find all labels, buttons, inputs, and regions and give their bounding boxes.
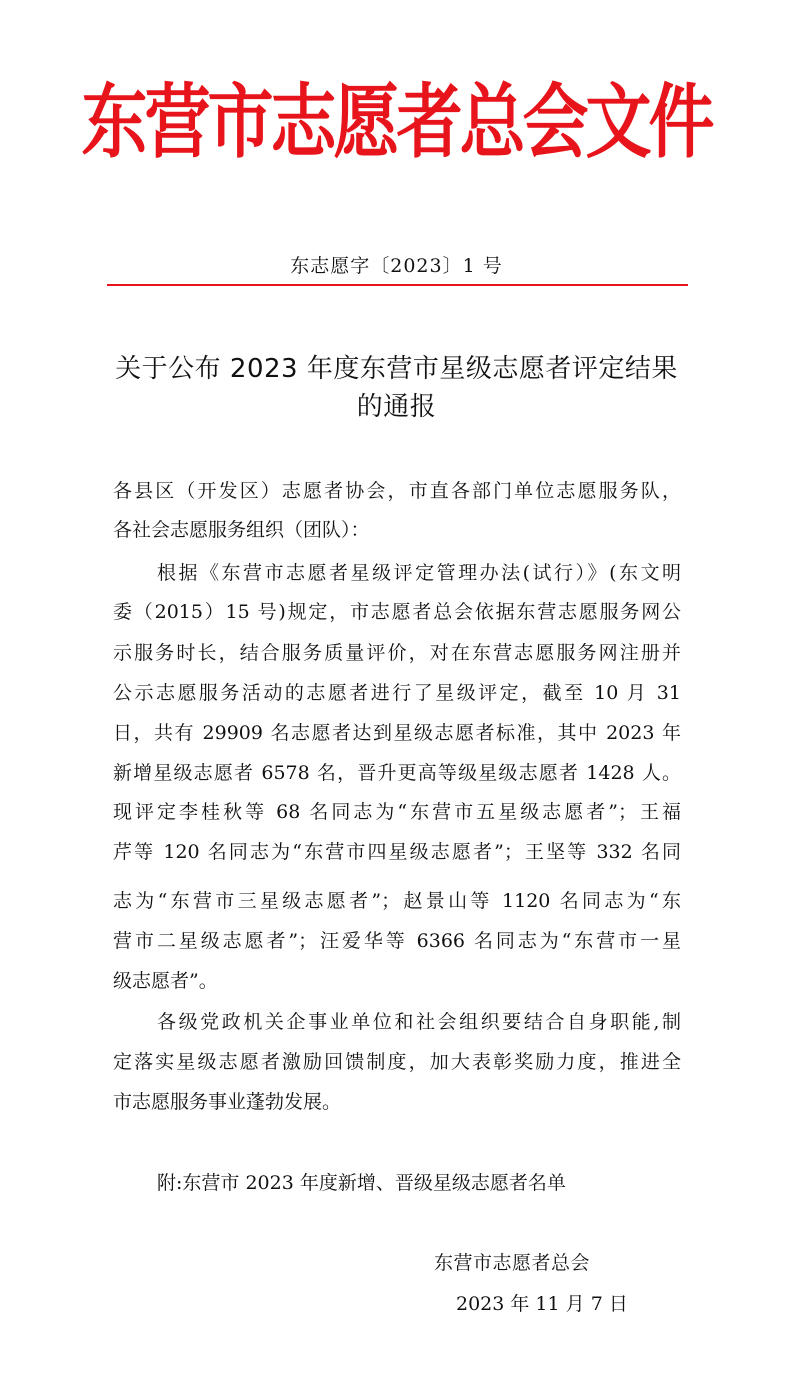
body-line: 各级党政机关企事业单位和社会组织要结合自身职能,制 bbox=[157, 1011, 681, 1033]
body-line: 现评定李桂秋等 68 名同志为“东营市五星级志愿者”；王福 bbox=[113, 801, 681, 823]
body-line: 营市二星级志愿者”；汪爱华等 6366 名同志为“东营市一星 bbox=[113, 930, 681, 952]
body-line: 市志愿服务事业蓬勃发展。 bbox=[113, 1091, 342, 1113]
body-line: 根据《东营市志愿者星级评定管理办法(试行）》(东文明 bbox=[157, 562, 681, 584]
body-line: 委（2015）15 号)规定，市志愿者总会依据东营志愿服务网公 bbox=[113, 601, 681, 623]
signature-organization: 东营市志愿者总会 bbox=[434, 1252, 591, 1274]
body-line: 新增星级志愿者 6578 名，晋升更高等级星级志愿者 1428 人。 bbox=[113, 762, 681, 784]
document-title: 关于公布 2023 年度东营市星级志愿者评定结果的通报 bbox=[115, 354, 678, 422]
body-line: 级志愿者”。 bbox=[113, 970, 218, 992]
document-number: 东志愿字〔2023〕1 号 bbox=[290, 255, 503, 277]
body-line: 各县区（开发区）志愿者协会，市直各部门单位志愿服务队， bbox=[113, 480, 681, 502]
body-line: 公示志愿服务活动的志愿者进行了星级评定，截至 10 月 31 bbox=[113, 682, 681, 704]
body-line: 示服务时长，结合服务质量评价，对在东营志愿服务网注册并 bbox=[113, 642, 681, 664]
masthead: 东营市志愿者总会文件 bbox=[81, 75, 712, 170]
body-line: 定落实星级志愿者激励回馈制度，加大表彰奖励力度，推进全 bbox=[113, 1051, 681, 1073]
body-line: 日，共有 29909 名志愿者达到星级志愿者标准，其中 2023 年 bbox=[113, 722, 681, 744]
attachment-note: 附:东营市 2023 年度新增、晋级星级志愿者名单 bbox=[157, 1172, 566, 1194]
body-line: 芹等 120 名同志为“东营市四星级志愿者”；王坚等 332 名同 bbox=[113, 841, 681, 863]
body-line: 志为“东营市三星级志愿者”；赵景山等 1120 名同志为“东 bbox=[113, 890, 681, 912]
signature-date: 2023 年 11 月 7 日 bbox=[456, 1293, 628, 1315]
body-line: 各社会志愿服务组织（团队）： bbox=[113, 519, 370, 541]
red-divider bbox=[107, 284, 688, 286]
